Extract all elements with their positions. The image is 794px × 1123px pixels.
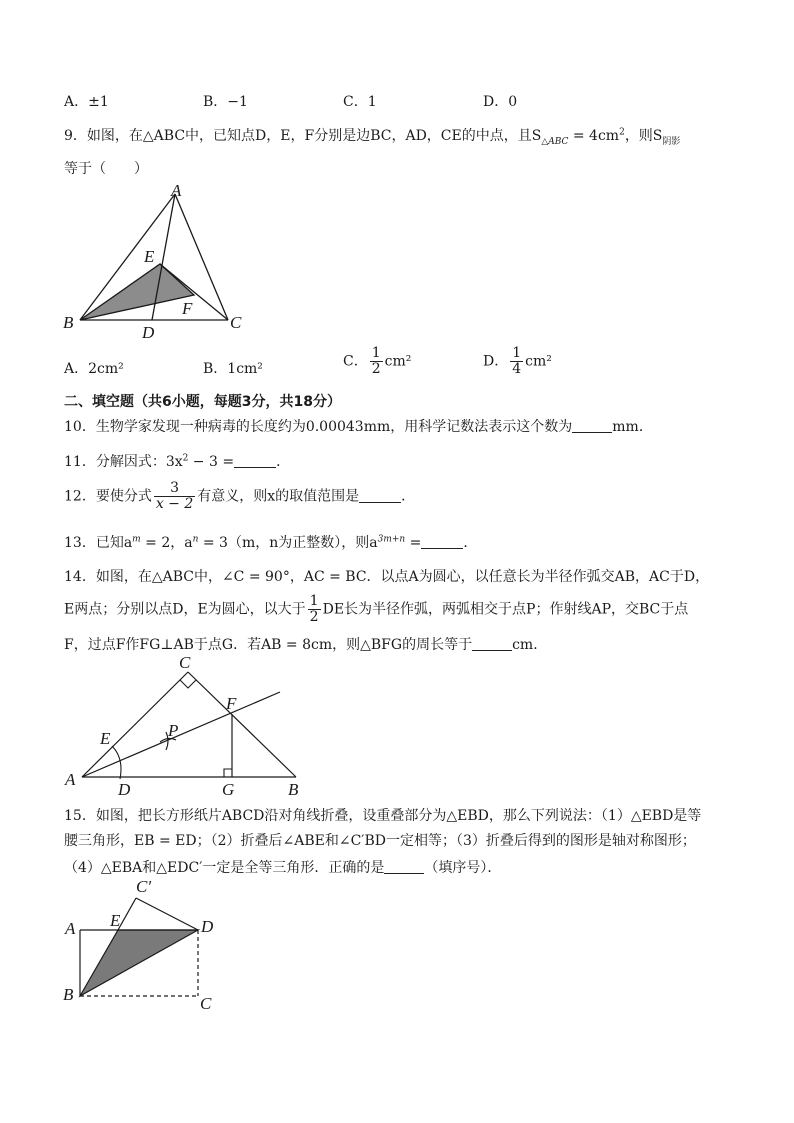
q13: 13．已知$a^m = 2$，$a^n = 3(m$，n为正整数），则$a^{3m+n}$ = ． bbox=[64, 534, 478, 551]
q15-line3: （4）△EBA和△EDC′一定是全等三角形．正确的是 （填序号）． bbox=[64, 860, 502, 876]
q9-label-b: B bbox=[63, 313, 74, 332]
q9-option-c: C． $\frac{1}{2}$ cm² bbox=[343, 345, 412, 377]
q12-answer-blank bbox=[359, 488, 401, 503]
q9-label-a: A bbox=[171, 181, 182, 200]
q14-line2: E两点；分别以点D，E为圆心，以大于 $\frac{1}{2}$ DE长为半径作弧，两弧相交于点P；作射线AP，交BC于点 bbox=[64, 593, 689, 625]
q9-label-d: D bbox=[142, 323, 155, 342]
q12: 12．要使分式 $\frac{3}{x - 2}$ 有意义，则x的取值范围是 ． bbox=[64, 480, 416, 512]
q9-triangle-figure bbox=[60, 182, 260, 342]
q9-option-b: B．1cm² bbox=[203, 361, 263, 377]
q15-fold-figure bbox=[60, 876, 230, 1016]
q15-answer-blank bbox=[384, 859, 424, 874]
q14-line3: F，过点F作FG⊥AB于点G．若AB = 8cm，则△BFG的周长等于 cm． bbox=[64, 637, 548, 653]
q9-option-d: D． $\frac{1}{4}$ cm² bbox=[483, 345, 552, 377]
q14-label-p: P bbox=[168, 721, 179, 740]
q11: 11．分解因式：$3x^2 - 3$ = ． bbox=[64, 453, 291, 470]
q11-answer-blank bbox=[234, 453, 276, 468]
q10-answer-blank bbox=[572, 418, 612, 433]
q15-label-c: C bbox=[200, 994, 212, 1013]
q15-shaded-overlap bbox=[80, 930, 198, 996]
q13-answer-blank bbox=[421, 534, 463, 549]
q8-option-d: D．0 bbox=[483, 94, 518, 110]
q15-label-b: B bbox=[63, 985, 74, 1004]
q15-line2: 腰三角形，EB = ED；（2）折叠后∠ABE和∠C′BD一定相等；（3）折叠后得到的图形是轴对称图形； bbox=[64, 833, 696, 849]
q14-label-d: D bbox=[118, 780, 131, 799]
q15-label-d: D bbox=[201, 917, 214, 936]
q14-line1: 14．如图，在△ABC中，∠C = 90°，AC = BC．以点A为圆心，以任意长为半径作弧交AB，AC于D， bbox=[64, 569, 710, 585]
q9-shaded-region bbox=[80, 264, 194, 320]
q9-stem: 9．如图，在△ABC中，已知点D，E，F分别是边BC，AD，CE的中点，且$S_{\triangle ABC} = 4cm^2$，则$S_{阴影}$ bbox=[64, 127, 681, 147]
q14-label-c: C bbox=[179, 653, 191, 672]
q9-label-e: E bbox=[144, 247, 155, 266]
q8-option-b: B．−1 bbox=[203, 94, 248, 110]
q8-option-a: A．±1 bbox=[64, 94, 109, 110]
q9-label-c: C bbox=[230, 313, 242, 332]
q14-label-b: B bbox=[288, 780, 299, 799]
q15-label-e: E bbox=[110, 911, 121, 930]
q14-label-g: G bbox=[222, 780, 235, 799]
q9-option-a: A．2cm² bbox=[64, 361, 124, 377]
q14-label-e: E bbox=[100, 729, 111, 748]
q14-construction-figure bbox=[60, 652, 300, 800]
q15-line1: 15．如图，把长方形纸片ABCD沿对角线折叠，设重叠部分为△EBD，那么下列说法：（1）△EBD是等 bbox=[64, 808, 702, 824]
q14-label-f: F bbox=[226, 694, 237, 713]
q8-option-c: C．1 bbox=[343, 94, 377, 110]
q14-answer-blank bbox=[472, 636, 512, 651]
q15-label-a: A bbox=[65, 919, 76, 938]
section-heading: 二、填空题（共6小题，每题3分，共18分） bbox=[64, 394, 341, 410]
q10: 10．生物学家发现一种病毒的长度约为0.00043mm，用科学记数法表示这个数为 mm． bbox=[64, 419, 653, 435]
q15-label-c-prime: C′ bbox=[136, 877, 152, 896]
q9-label-f: F bbox=[182, 299, 193, 318]
q14-label-a: A bbox=[65, 770, 76, 789]
q9-stem-line2: 等于（ ） bbox=[64, 161, 148, 177]
